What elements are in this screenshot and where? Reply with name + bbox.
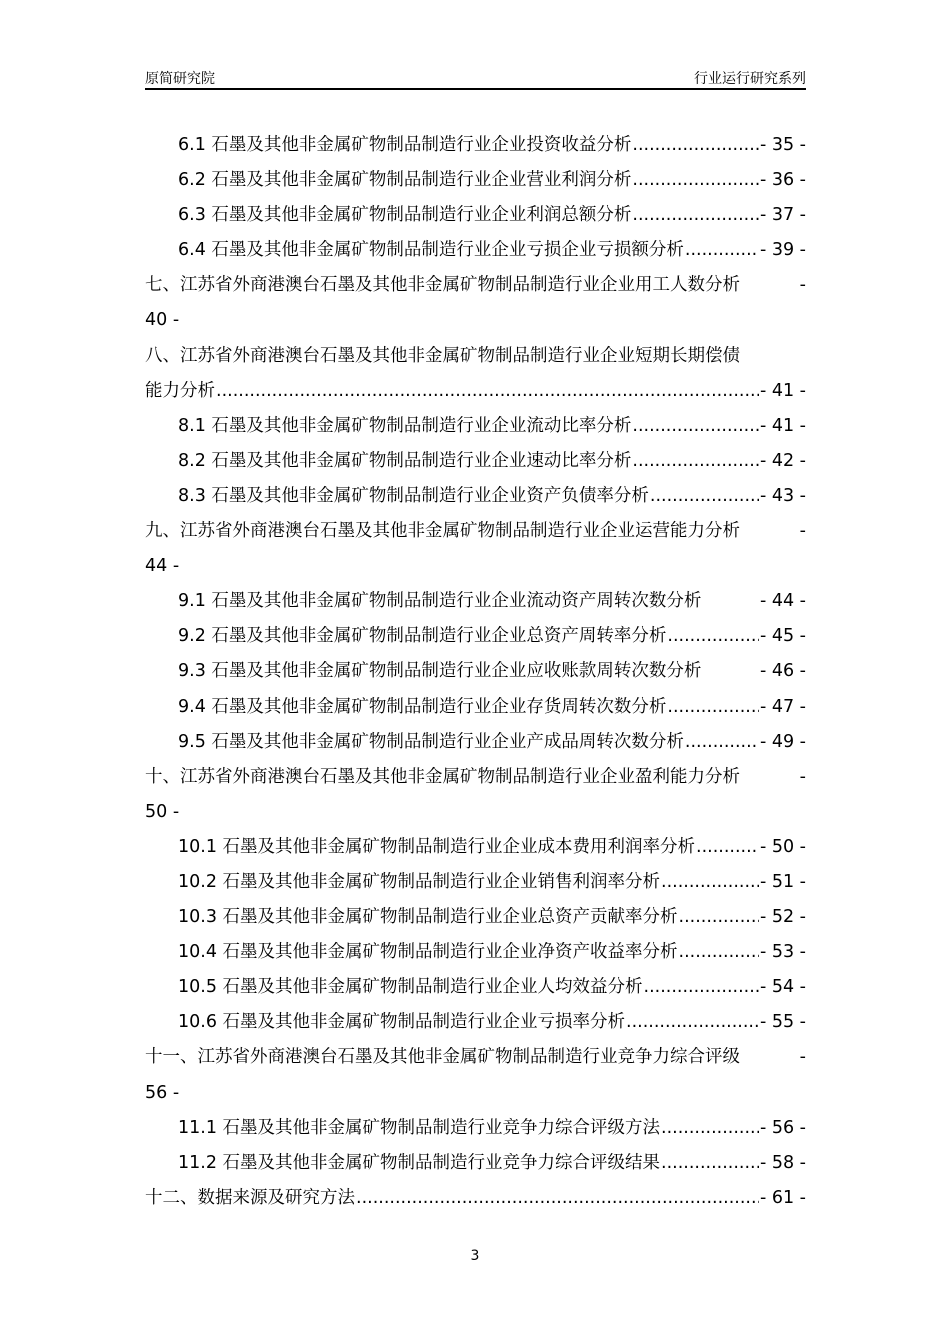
dot-leader (740, 1040, 800, 1075)
toc-entry-title: 9.5 石墨及其他非金属矿物制品制造行业企业产成品周转次数分析 (178, 731, 684, 752)
toc-entry[interactable] (145, 900, 806, 935)
toc-entry-page: - (799, 521, 806, 542)
dot-leader (679, 935, 759, 970)
dot-leader (661, 1111, 759, 1146)
toc-entry[interactable] (145, 795, 806, 830)
toc-entry-title: 八、江苏省外商港澳台石墨及其他非金属矿物制品制造行业企业短期长期偿债 (145, 345, 740, 366)
dot-leader (661, 1146, 759, 1181)
dot-leader (661, 865, 759, 900)
dot-leader (632, 128, 759, 163)
toc-entry-title: 8.3 石墨及其他非金属矿物制品制造行业企业资产负债率分析 (178, 485, 649, 506)
toc-entry[interactable] (145, 584, 806, 619)
toc-entry[interactable] (145, 163, 806, 198)
dot-leader (740, 268, 800, 303)
toc-entry[interactable] (145, 268, 806, 303)
toc-entry[interactable] (145, 690, 806, 725)
toc-entry[interactable] (145, 339, 806, 374)
toc-entry-page: - 49 - (759, 731, 806, 752)
dot-leader (740, 514, 800, 549)
dot-leader (667, 690, 759, 725)
toc-entry-title: 十二、数据来源及研究方法 (145, 1187, 355, 1208)
toc-entry-title: 10.3 石墨及其他非金属矿物制品制造行业企业总资产贡献率分析 (178, 907, 678, 928)
dot-leader (685, 233, 759, 268)
toc-entry[interactable] (145, 1076, 806, 1111)
toc-entry-title: 11.2 石墨及其他非金属矿物制品制造行业竞争力综合评级结果 (178, 1152, 661, 1173)
toc-entry-title: 10.5 石墨及其他非金属矿物制品制造行业企业人均效益分析 (178, 977, 643, 998)
toc-entry[interactable] (145, 970, 806, 1005)
toc-entry[interactable] (145, 444, 806, 479)
dot-leader (740, 339, 806, 374)
toc-entry-page: - (799, 275, 806, 296)
toc-entry-title: 8.2 石墨及其他非金属矿物制品制造行业企业速动比率分析 (178, 450, 632, 471)
toc-entry[interactable] (145, 303, 806, 338)
toc-entry-title: 56 - (145, 1082, 180, 1103)
toc-entry-title: 9.2 石墨及其他非金属矿物制品制造行业企业总资产周转率分析 (178, 626, 667, 647)
toc-entry-title: 6.2 石墨及其他非金属矿物制品制造行业企业营业利润分析 (178, 170, 632, 191)
header-org: 原简研究院 (145, 71, 215, 87)
toc-entry-page: - 53 - (759, 942, 806, 963)
dot-leader (632, 409, 759, 444)
toc-entry-title: 10.1 石墨及其他非金属矿物制品制造行业企业成本费用利润率分析 (178, 836, 696, 857)
header-series: 行业运行研究系列 (694, 71, 806, 87)
toc-entry-title: 44 - (145, 556, 180, 577)
toc-entry-page: - 55 - (759, 1012, 806, 1033)
toc-entry[interactable] (145, 409, 806, 444)
toc-entry[interactable] (145, 760, 806, 795)
toc-entry-title: 能力分析 (145, 380, 215, 401)
toc-entry[interactable] (145, 1146, 806, 1181)
toc-entry-title: 10.6 石墨及其他非金属矿物制品制造行业企业亏损率分析 (178, 1012, 626, 1033)
toc-entry-page: - 41 - (759, 380, 806, 401)
toc-entry-page: - 35 - (759, 135, 806, 155)
toc-entry-page: - 42 - (759, 450, 806, 471)
toc-entry[interactable] (145, 198, 806, 233)
toc-entry-page: - 61 - (759, 1187, 806, 1208)
dot-leader (216, 374, 759, 409)
toc-entry[interactable] (145, 619, 806, 654)
dot-leader (626, 1005, 759, 1040)
toc-entry[interactable] (145, 1111, 806, 1146)
dot-leader (685, 725, 759, 760)
toc-entry[interactable] (145, 128, 806, 163)
toc-entry-title: 9.1 石墨及其他非金属矿物制品制造行业企业流动资产周转次数分析 (178, 591, 702, 612)
toc-entry-page: - 45 - (759, 626, 806, 647)
toc-entry[interactable] (145, 935, 806, 970)
toc-entry-page: - 58 - (759, 1152, 806, 1173)
toc-entry-title: 七、江苏省外商港澳台石墨及其他非金属矿物制品制造行业企业用工人数分析 (145, 275, 740, 296)
toc-entry[interactable] (145, 479, 806, 514)
toc-entry-page: - (799, 766, 806, 787)
toc-entry[interactable] (145, 725, 806, 760)
dot-leader (179, 1076, 806, 1111)
dot-leader (701, 584, 760, 619)
toc-entry-page: - 50 - (759, 836, 806, 857)
toc-entry[interactable] (145, 1181, 806, 1216)
toc-entry-title: 50 - (145, 801, 180, 822)
toc-entry-title: 8.1 石墨及其他非金属矿物制品制造行业企业流动比率分析 (178, 415, 632, 436)
toc-entry-title: 十一、江苏省外商港澳台石墨及其他非金属矿物制品制造行业竞争力综合评级 (145, 1047, 740, 1068)
toc-entry-page: - 56 - (759, 1117, 806, 1138)
dot-leader (696, 830, 759, 865)
dot-leader (740, 760, 800, 795)
toc-entry-page: - 44 - (759, 591, 806, 612)
toc-entry-page: - 51 - (759, 871, 806, 892)
toc-entry[interactable] (145, 830, 806, 865)
table-of-contents (145, 128, 806, 1216)
toc-entry[interactable] (145, 654, 806, 689)
toc-entry[interactable] (145, 1040, 806, 1075)
toc-entry-title: 9.4 石墨及其他非金属矿物制品制造行业企业存货周转次数分析 (178, 696, 667, 717)
toc-entry-page: - 54 - (759, 977, 806, 998)
toc-entry-title: 40 - (145, 310, 180, 331)
dot-leader (632, 444, 759, 479)
toc-entry[interactable] (145, 374, 806, 409)
dot-leader (179, 795, 806, 830)
page-header (145, 66, 806, 90)
toc-entry-title: 6.1 石墨及其他非金属矿物制品制造行业企业投资收益分析 (178, 135, 632, 155)
toc-entry-title: 6.4 石墨及其他非金属矿物制品制造行业企业亏损企业亏损额分析 (178, 240, 684, 261)
toc-entry-title: 10.4 石墨及其他非金属矿物制品制造行业企业净资产收益率分析 (178, 942, 678, 963)
toc-entry-title: 九、江苏省外商港澳台石墨及其他非金属矿物制品制造行业企业运营能力分析 (145, 521, 740, 542)
toc-entry-page: - 39 - (759, 240, 806, 261)
dot-leader (356, 1181, 759, 1216)
toc-entry-page: - 46 - (759, 661, 806, 682)
toc-entry[interactable] (145, 865, 806, 900)
toc-entry-page: - 36 - (759, 170, 806, 191)
toc-entry[interactable] (145, 514, 806, 549)
dot-leader (679, 900, 759, 935)
toc-entry[interactable] (145, 1005, 806, 1040)
toc-entry[interactable] (145, 233, 806, 268)
dot-leader (644, 970, 759, 1005)
dot-leader (179, 549, 806, 584)
toc-entry-page: - 43 - (759, 485, 806, 506)
dot-leader (667, 619, 759, 654)
toc-entry-page: - 41 - (759, 415, 806, 436)
dot-leader (650, 479, 759, 514)
dot-leader (179, 303, 806, 338)
toc-entry-page: - 47 - (759, 696, 806, 717)
toc-entry-page: - 52 - (759, 907, 806, 928)
dot-leader (701, 654, 760, 689)
toc-entry-title: 11.1 石墨及其他非金属矿物制品制造行业竞争力综合评级方法 (178, 1117, 661, 1138)
toc-entry-title: 9.3 石墨及其他非金属矿物制品制造行业企业应收账款周转次数分析 (178, 661, 702, 682)
toc-entry-title: 6.3 石墨及其他非金属矿物制品制造行业企业利润总额分析 (178, 205, 632, 226)
toc-entry-page: - (799, 1047, 806, 1068)
toc-entry[interactable] (145, 549, 806, 584)
toc-entry-title: 10.2 石墨及其他非金属矿物制品制造行业企业销售利润率分析 (178, 871, 661, 892)
dot-leader (632, 163, 759, 198)
page-number: 3 (470, 1248, 480, 1264)
toc-entry-page: - 37 - (759, 205, 806, 226)
toc-entry-title: 十、江苏省外商港澳台石墨及其他非金属矿物制品制造行业企业盈利能力分析 (145, 766, 740, 787)
dot-leader (632, 198, 759, 233)
